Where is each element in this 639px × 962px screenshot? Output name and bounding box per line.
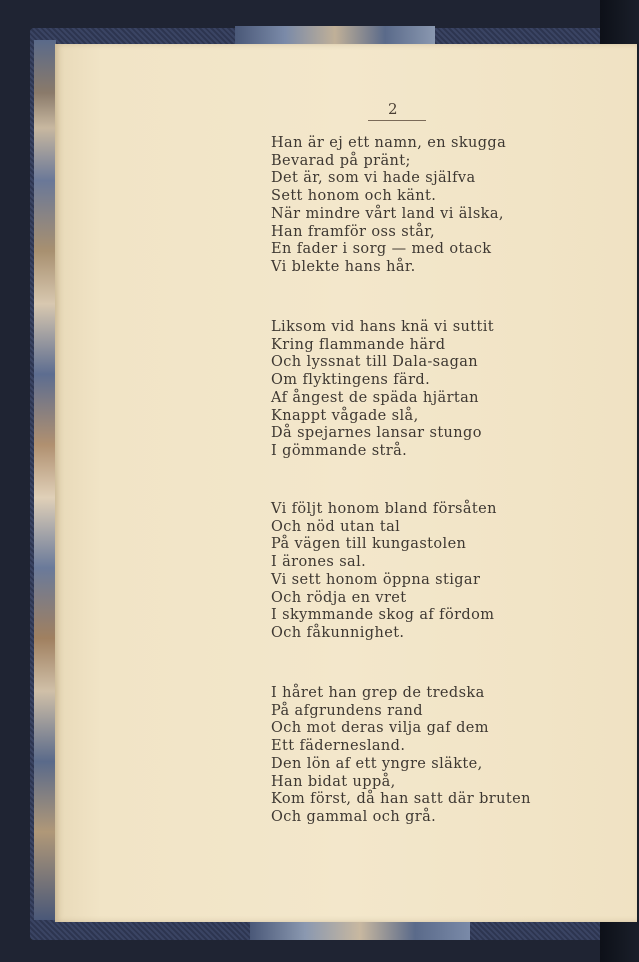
verse-line: På vägen till kungastolen [271, 536, 467, 553]
verse-line: En fader i sorg — med otack [271, 241, 492, 258]
verse-line: Kom först, då han satt där bruten [271, 791, 531, 808]
verse-line: Vi följt honom bland försåten [271, 501, 497, 517]
verse-line: Och fåkunnighet. [271, 624, 405, 641]
page-number: 2 [388, 100, 398, 118]
stanza-3 [271, 501, 497, 643]
verse-line: Vi sett honom öppna stigar [271, 571, 481, 588]
verse-line: Ett fädernesland. [271, 738, 406, 755]
verse-line: Den lön af ett yngre släkte, [271, 755, 483, 772]
verse-line: Vi blekte hans hår. [271, 258, 416, 275]
verse-line: Om flyktingens färd. [271, 372, 431, 389]
verse-line: På afgrundens rand [271, 702, 423, 719]
stanza-2 [271, 319, 494, 461]
verse-line: I skymmande skog af fördom [271, 607, 495, 624]
page-number-rule [368, 120, 426, 121]
verse-line: Det är, som vi hade själfva [271, 170, 476, 187]
verse-line: Och nöd utan tal [271, 518, 401, 535]
verse-line: Sett honom och känt. [271, 188, 437, 205]
marbled-endpaper-left [34, 40, 56, 920]
verse-line: Kring flammande härd [271, 336, 446, 353]
verse-line: Liksom vid hans knä vi suttit [271, 319, 494, 335]
verse-line: Och rödja en vret [271, 589, 407, 606]
verse-line: Han är ej ett namn, en skugga [271, 135, 507, 151]
verse-line: I gömmande strå. [271, 442, 408, 459]
verse-line: Då spejarnes lansar stungo [271, 425, 482, 442]
marbled-endpaper-bottom [250, 922, 470, 940]
verse-line: Han framför oss står, [271, 223, 436, 240]
verse-line: I ärones sal. [271, 554, 367, 571]
verse-line: När mindre vårt land vi älska, [271, 205, 504, 222]
verse-line: Och gammal och grå. [271, 808, 437, 825]
verse-line: Och lyssnat till Dala-sagan [271, 354, 479, 371]
verse-line: Bevarad på pränt; [271, 152, 411, 169]
verse-line: Af ångest de späda hjärtan [271, 389, 479, 406]
verse-line: Knappt vågade slå, [271, 407, 419, 424]
stanza-1 [271, 135, 506, 277]
marbled-endpaper-top [235, 26, 435, 46]
verse-line: I håret han grep de tredska [271, 685, 485, 701]
stanza-4 [271, 685, 531, 827]
verse-line: Och mot deras vilja gaf dem [271, 720, 489, 737]
verse-line: Han bidat uppå, [271, 773, 396, 790]
